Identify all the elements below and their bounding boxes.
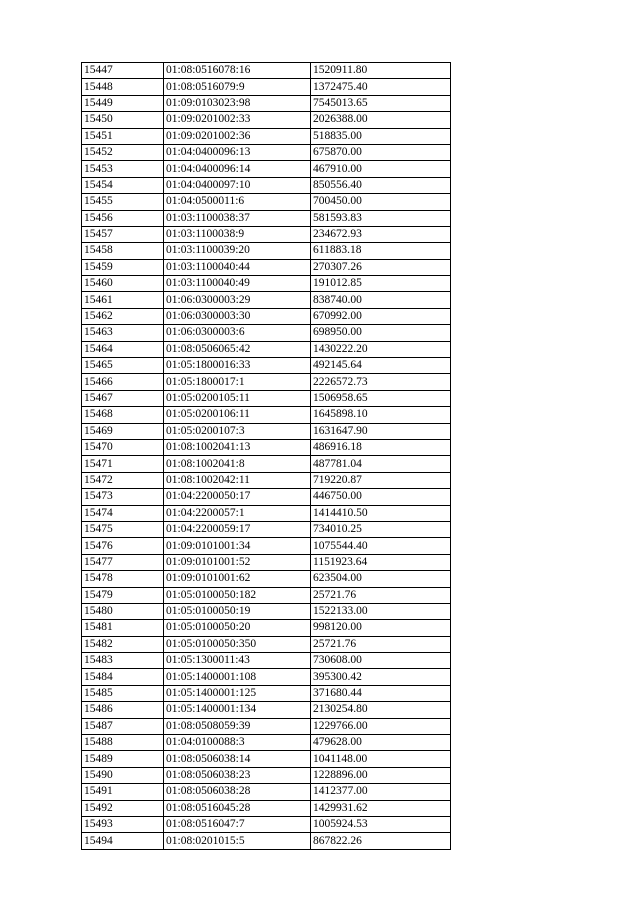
cadastral-number-cell: 01:08:1002042:11 [164, 472, 311, 488]
row-number-cell: 15490 [82, 767, 164, 783]
data-table [81, 62, 451, 850]
cadastral-number-cell: 01:03:1100040:49 [164, 276, 311, 292]
table-row [82, 79, 451, 95]
row-number-cell: 15462 [82, 308, 164, 324]
row-number-cell: 15466 [82, 374, 164, 390]
cadastral-number-cell: 01:09:0101001:52 [164, 554, 311, 570]
table-row [82, 194, 451, 210]
value-cell: 1430222.20 [311, 341, 451, 357]
row-number-cell: 15489 [82, 751, 164, 767]
value-cell: 487781.04 [311, 456, 451, 472]
cadastral-number-cell: 01:08:0201015:5 [164, 833, 311, 849]
value-cell: 1372475.40 [311, 79, 451, 95]
row-number-cell: 15482 [82, 636, 164, 652]
table-row [82, 112, 451, 128]
value-cell: 1429931.62 [311, 800, 451, 816]
cadastral-number-cell: 01:03:1100040:44 [164, 259, 311, 275]
value-cell: 371680.44 [311, 685, 451, 701]
row-number-cell: 15479 [82, 587, 164, 603]
cadastral-number-cell: 01:05:0100050:350 [164, 636, 311, 652]
row-number-cell: 15487 [82, 718, 164, 734]
value-cell: 25721.76 [311, 636, 451, 652]
row-number-cell: 15471 [82, 456, 164, 472]
table-row [82, 784, 451, 800]
cadastral-number-cell: 01:05:1400001:108 [164, 669, 311, 685]
table-row [82, 390, 451, 406]
cadastral-number-cell: 01:05:1400001:134 [164, 702, 311, 718]
cadastral-number-cell: 01:08:0516047:7 [164, 816, 311, 832]
value-cell: 675870.00 [311, 144, 451, 160]
value-cell: 1520911.80 [311, 63, 451, 79]
cadastral-number-cell: 01:08:0516079:9 [164, 79, 311, 95]
value-cell: 734010.25 [311, 521, 451, 537]
row-number-cell: 15476 [82, 538, 164, 554]
row-number-cell: 15455 [82, 194, 164, 210]
table-row [82, 423, 451, 439]
value-cell: 611883.18 [311, 243, 451, 259]
table-row [82, 685, 451, 701]
value-cell: 2226572.73 [311, 374, 451, 390]
row-number-cell: 15460 [82, 276, 164, 292]
value-cell: 395300.42 [311, 669, 451, 685]
row-number-cell: 15492 [82, 800, 164, 816]
cadastral-number-cell: 01:04:2200057:1 [164, 505, 311, 521]
value-cell: 670992.00 [311, 308, 451, 324]
row-number-cell: 15478 [82, 571, 164, 587]
cadastral-number-cell: 01:09:0201002:36 [164, 128, 311, 144]
value-cell: 998120.00 [311, 620, 451, 636]
row-number-cell: 15474 [82, 505, 164, 521]
value-cell: 1631647.90 [311, 423, 451, 439]
table-row [82, 95, 451, 111]
row-number-cell: 15454 [82, 177, 164, 193]
row-number-cell: 15463 [82, 325, 164, 341]
value-cell: 623504.00 [311, 571, 451, 587]
cadastral-number-cell: 01:08:0506038:14 [164, 751, 311, 767]
value-cell: 2026388.00 [311, 112, 451, 128]
cadastral-number-cell: 01:08:0506038:23 [164, 767, 311, 783]
row-number-cell: 15481 [82, 620, 164, 636]
table-row [82, 472, 451, 488]
cadastral-number-cell: 01:08:1002041:13 [164, 439, 311, 455]
row-number-cell: 15450 [82, 112, 164, 128]
table-row [82, 177, 451, 193]
table-row [82, 128, 451, 144]
row-number-cell: 15473 [82, 489, 164, 505]
row-number-cell: 15468 [82, 407, 164, 423]
row-number-cell: 15447 [82, 63, 164, 79]
row-number-cell: 15480 [82, 603, 164, 619]
row-number-cell: 15486 [82, 702, 164, 718]
value-cell: 850556.40 [311, 177, 451, 193]
cadastral-number-cell: 01:08:0506038:28 [164, 784, 311, 800]
cadastral-number-cell: 01:09:0201002:33 [164, 112, 311, 128]
table-row [82, 718, 451, 734]
table-row [82, 538, 451, 554]
row-number-cell: 15449 [82, 95, 164, 111]
row-number-cell: 15459 [82, 259, 164, 275]
value-cell: 581593.83 [311, 210, 451, 226]
cadastral-number-cell: 01:04:0500011:6 [164, 194, 311, 210]
table-body [82, 63, 451, 850]
row-number-cell: 15461 [82, 292, 164, 308]
value-cell: 730608.00 [311, 653, 451, 669]
value-cell: 518835.00 [311, 128, 451, 144]
table-row [82, 702, 451, 718]
cadastral-number-cell: 01:05:1400001:125 [164, 685, 311, 701]
row-number-cell: 15483 [82, 653, 164, 669]
value-cell: 719220.87 [311, 472, 451, 488]
row-number-cell: 15488 [82, 735, 164, 751]
row-number-cell: 15448 [82, 79, 164, 95]
value-cell: 1151923.64 [311, 554, 451, 570]
document-page [81, 62, 451, 850]
value-cell: 1228896.00 [311, 767, 451, 783]
table-row [82, 603, 451, 619]
value-cell: 838740.00 [311, 292, 451, 308]
cadastral-number-cell: 01:04:2200050:17 [164, 489, 311, 505]
row-number-cell: 15451 [82, 128, 164, 144]
row-number-cell: 15491 [82, 784, 164, 800]
cadastral-number-cell: 01:04:0400097:10 [164, 177, 311, 193]
row-number-cell: 15465 [82, 358, 164, 374]
cadastral-number-cell: 01:05:1800017:1 [164, 374, 311, 390]
cadastral-number-cell: 01:03:1100038:9 [164, 226, 311, 242]
value-cell: 1005924.53 [311, 816, 451, 832]
row-number-cell: 15470 [82, 439, 164, 455]
value-cell: 234672.93 [311, 226, 451, 242]
table-row [82, 636, 451, 652]
row-number-cell: 15453 [82, 161, 164, 177]
table-row [82, 358, 451, 374]
value-cell: 492145.64 [311, 358, 451, 374]
row-number-cell: 15458 [82, 243, 164, 259]
cadastral-number-cell: 01:09:0101001:62 [164, 571, 311, 587]
table-row [82, 816, 451, 832]
cadastral-number-cell: 01:08:0508059:39 [164, 718, 311, 734]
table-row [82, 63, 451, 79]
table-row [82, 653, 451, 669]
cadastral-number-cell: 01:05:0200107:3 [164, 423, 311, 439]
row-number-cell: 15493 [82, 816, 164, 832]
cadastral-number-cell: 01:05:1800016:33 [164, 358, 311, 374]
value-cell: 25721.76 [311, 587, 451, 603]
table-row [82, 276, 451, 292]
table-row [82, 587, 451, 603]
row-number-cell: 15456 [82, 210, 164, 226]
cadastral-number-cell: 01:05:0100050:20 [164, 620, 311, 636]
table-row [82, 243, 451, 259]
table-row [82, 161, 451, 177]
table-row [82, 669, 451, 685]
cadastral-number-cell: 01:04:0100088:3 [164, 735, 311, 751]
row-number-cell: 15477 [82, 554, 164, 570]
row-number-cell: 15457 [82, 226, 164, 242]
table-row [82, 505, 451, 521]
value-cell: 1645898.10 [311, 407, 451, 423]
value-cell: 446750.00 [311, 489, 451, 505]
cadastral-number-cell: 01:03:1100038:37 [164, 210, 311, 226]
cadastral-number-cell: 01:09:0101001:34 [164, 538, 311, 554]
value-cell: 700450.00 [311, 194, 451, 210]
value-cell: 467910.00 [311, 161, 451, 177]
row-number-cell: 15469 [82, 423, 164, 439]
table-row [82, 144, 451, 160]
table-row [82, 735, 451, 751]
cadastral-number-cell: 01:06:0300003:6 [164, 325, 311, 341]
value-cell: 867822.26 [311, 833, 451, 849]
table-row [82, 259, 451, 275]
value-cell: 191012.85 [311, 276, 451, 292]
table-row [82, 325, 451, 341]
row-number-cell: 15485 [82, 685, 164, 701]
row-number-cell: 15475 [82, 521, 164, 537]
cadastral-number-cell: 01:06:0300003:29 [164, 292, 311, 308]
cadastral-number-cell: 01:05:0100050:182 [164, 587, 311, 603]
cadastral-number-cell: 01:05:0200106:11 [164, 407, 311, 423]
value-cell: 1075544.40 [311, 538, 451, 554]
cadastral-number-cell: 01:05:0100050:19 [164, 603, 311, 619]
cadastral-number-cell: 01:08:1002041:8 [164, 456, 311, 472]
value-cell: 479628.00 [311, 735, 451, 751]
table-row [82, 571, 451, 587]
cadastral-number-cell: 01:04:0400096:13 [164, 144, 311, 160]
cadastral-number-cell: 01:06:0300003:30 [164, 308, 311, 324]
table-row [82, 308, 451, 324]
table-row [82, 767, 451, 783]
cadastral-number-cell: 01:05:1300011:43 [164, 653, 311, 669]
table-row [82, 374, 451, 390]
value-cell: 1229766.00 [311, 718, 451, 734]
cadastral-number-cell: 01:04:2200059:17 [164, 521, 311, 537]
table-row [82, 521, 451, 537]
table-row [82, 751, 451, 767]
table-row [82, 489, 451, 505]
value-cell: 1412377.00 [311, 784, 451, 800]
table-row [82, 341, 451, 357]
row-number-cell: 15467 [82, 390, 164, 406]
table-row [82, 226, 451, 242]
cadastral-number-cell: 01:05:0200105:11 [164, 390, 311, 406]
value-cell: 7545013.65 [311, 95, 451, 111]
value-cell: 2130254.80 [311, 702, 451, 718]
row-number-cell: 15452 [82, 144, 164, 160]
row-number-cell: 15464 [82, 341, 164, 357]
table-row [82, 210, 451, 226]
row-number-cell: 15494 [82, 833, 164, 849]
value-cell: 1041148.00 [311, 751, 451, 767]
row-number-cell: 15484 [82, 669, 164, 685]
table-row [82, 833, 451, 849]
value-cell: 1506958.65 [311, 390, 451, 406]
cadastral-number-cell: 01:08:0506065:42 [164, 341, 311, 357]
value-cell: 486916.18 [311, 439, 451, 455]
value-cell: 1522133.00 [311, 603, 451, 619]
cadastral-number-cell: 01:08:0516078:16 [164, 63, 311, 79]
row-number-cell: 15472 [82, 472, 164, 488]
cadastral-number-cell: 01:04:0400096:14 [164, 161, 311, 177]
table-row [82, 800, 451, 816]
value-cell: 270307.26 [311, 259, 451, 275]
cadastral-number-cell: 01:09:0103023:98 [164, 95, 311, 111]
table-row [82, 620, 451, 636]
cadastral-number-cell: 01:03:1100039:20 [164, 243, 311, 259]
value-cell: 698950.00 [311, 325, 451, 341]
cadastral-number-cell: 01:08:0516045:28 [164, 800, 311, 816]
table-row [82, 456, 451, 472]
table-row [82, 292, 451, 308]
table-row [82, 407, 451, 423]
table-row [82, 439, 451, 455]
value-cell: 1414410.50 [311, 505, 451, 521]
table-row [82, 554, 451, 570]
